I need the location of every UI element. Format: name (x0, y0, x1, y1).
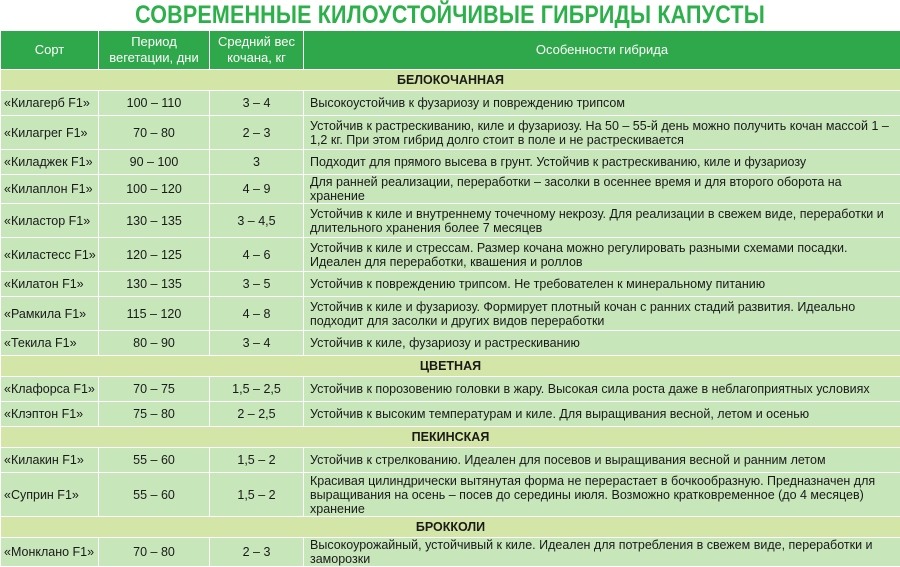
cell-weight: 1,5 – 2 (210, 473, 304, 517)
cell-variety: «Монклано F1» (1, 538, 99, 567)
cell-variety: «Клэптон F1» (1, 402, 99, 427)
cell-period: 70 – 80 (99, 538, 210, 567)
cell-features: Устойчив к киле и стрессам. Размер кочана можно регулировать разными схемами посадки. Идеален для переработки, квашения и роллов (304, 238, 900, 272)
cell-weight: 2 – 3 (210, 116, 304, 150)
table-row (1, 297, 900, 331)
cell-features: Высокоустойчив к фузариозу и повреждению трипсом (304, 91, 900, 116)
cell-period: 130 – 135 (99, 272, 210, 297)
table-row (1, 150, 900, 175)
table-row (1, 538, 900, 567)
table-row (1, 448, 900, 473)
header-period: Период вегетации, дни (99, 31, 210, 70)
table-row (1, 402, 900, 427)
section-row-cauliflower (1, 356, 900, 377)
cell-features: Подходит для прямого высева в грунт. Устойчив к растрескиванию, киле и фузариозу (304, 150, 900, 175)
table-row (1, 473, 900, 517)
section-row-white-cabbage (1, 70, 900, 91)
cell-variety: «Рамкила F1» (1, 297, 99, 331)
cell-period: 55 – 60 (99, 448, 210, 473)
cell-features: Устойчив к киле и внутреннему точечному некрозу. Для реализации в свежем виде, переработки и длительного хранения более 7 месяцев (304, 204, 900, 238)
page-title: СОВРЕМЕННЫЕ КИЛОУСТОЙЧИВЫЕ ГИБРИДЫ КАПУСТЫ (63, 0, 837, 30)
cell-period: 130 – 135 (99, 204, 210, 238)
cell-weight: 1,5 – 2 (210, 448, 304, 473)
cell-weight: 1,5 – 2,5 (210, 377, 304, 402)
table-row (1, 331, 900, 356)
cell-features: Устойчив к растрескиванию, киле и фузариозу. На 50 – 55-й день можно получить кочан массой 1 – 1,2 кг. При этом гибрид долго стоит в поле и не растрескивается (304, 116, 900, 150)
cell-period: 100 – 110 (99, 91, 210, 116)
cell-variety: «Килаплон F1» (1, 175, 99, 204)
section-row-chinese-cabbage (1, 427, 900, 448)
header-variety: Сорт (1, 31, 99, 70)
cell-variety: «Суприн F1» (1, 473, 99, 517)
cell-weight: 2 – 2,5 (210, 402, 304, 427)
cell-variety: «Киластесс F1» (1, 238, 99, 272)
table-row (1, 91, 900, 116)
table-row (1, 238, 900, 272)
section-row-broccoli (1, 517, 900, 538)
table-row (1, 175, 900, 204)
cell-variety: «Киладжек F1» (1, 150, 99, 175)
cell-features: Устойчив к повреждению трипсом. Не требователен к минеральному питанию (304, 272, 900, 297)
section-title: БРОККОЛИ (1, 517, 900, 538)
table-row (1, 116, 900, 150)
cell-weight: 3 – 5 (210, 272, 304, 297)
cell-features: Устойчив к киле и фузариозу. Формирует плотный кочан с ранних стадий развития. Идеально подходит для засолки и других видов переработки (304, 297, 900, 331)
cell-features: Для ранней реализации, переработки – засолки в осеннее время и для второго оборота на хранение (304, 175, 900, 204)
cell-period: 90 – 100 (99, 150, 210, 175)
cell-variety: «Килагерб F1» (1, 91, 99, 116)
hybrids-table (0, 30, 900, 567)
cell-period: 120 – 125 (99, 238, 210, 272)
cell-period: 80 – 90 (99, 331, 210, 356)
cell-weight: 3 – 4,5 (210, 204, 304, 238)
cell-variety: «Килатон F1» (1, 272, 99, 297)
table-row (1, 204, 900, 238)
table-header-row (1, 31, 900, 70)
cell-variety: «Килагрег F1» (1, 116, 99, 150)
table-row (1, 272, 900, 297)
cell-variety: «Килакин F1» (1, 448, 99, 473)
cell-period: 115 – 120 (99, 297, 210, 331)
section-title: БЕЛОКОЧАННАЯ (1, 70, 900, 91)
header-features: Особенности гибрида (304, 31, 900, 70)
section-title: ПЕКИНСКАЯ (1, 427, 900, 448)
cell-weight: 4 – 9 (210, 175, 304, 204)
cell-variety: «Текила F1» (1, 331, 99, 356)
cell-period: 70 – 80 (99, 116, 210, 150)
cell-features: Устойчив к киле, фузариозу и растрескиванию (304, 331, 900, 356)
cell-features: Красивая цилиндрически вытянутая форма не перерастает в бочкообразную. Предназначен для выращивания на осень – посев до середины июля. Возможно кратковременное (до 4 месяцев) хранение (304, 473, 900, 517)
cell-period: 100 – 120 (99, 175, 210, 204)
cell-variety: «Клафорса F1» (1, 377, 99, 402)
cell-weight: 3 – 4 (210, 331, 304, 356)
section-title: ЦВЕТНАЯ (1, 356, 900, 377)
cell-features: Высокоурожайный, устойчивый к киле. Идеален для потребления в свежем виде, переработки и заморозки (304, 538, 900, 567)
cell-weight: 4 – 6 (210, 238, 304, 272)
cell-features: Устойчив к высоким температурам и киле. Для выращивания весной, летом и осенью (304, 402, 900, 427)
cell-weight: 2 – 3 (210, 538, 304, 567)
cell-weight: 4 – 8 (210, 297, 304, 331)
table-row (1, 377, 900, 402)
cell-period: 75 – 80 (99, 402, 210, 427)
cell-weight: 3 – 4 (210, 91, 304, 116)
header-weight: Средний вес кочана, кг (210, 31, 304, 70)
cell-variety: «Киластор F1» (1, 204, 99, 238)
cell-period: 70 – 75 (99, 377, 210, 402)
cell-period: 55 – 60 (99, 473, 210, 517)
cell-features: Устойчив к порозовению головки в жару. Высокая сила роста даже в неблагоприятных условиях (304, 377, 900, 402)
cell-features: Устойчив к стрелкованию. Идеален для посевов и выращивания весной и ранним летом (304, 448, 900, 473)
cell-weight: 3 (210, 150, 304, 175)
